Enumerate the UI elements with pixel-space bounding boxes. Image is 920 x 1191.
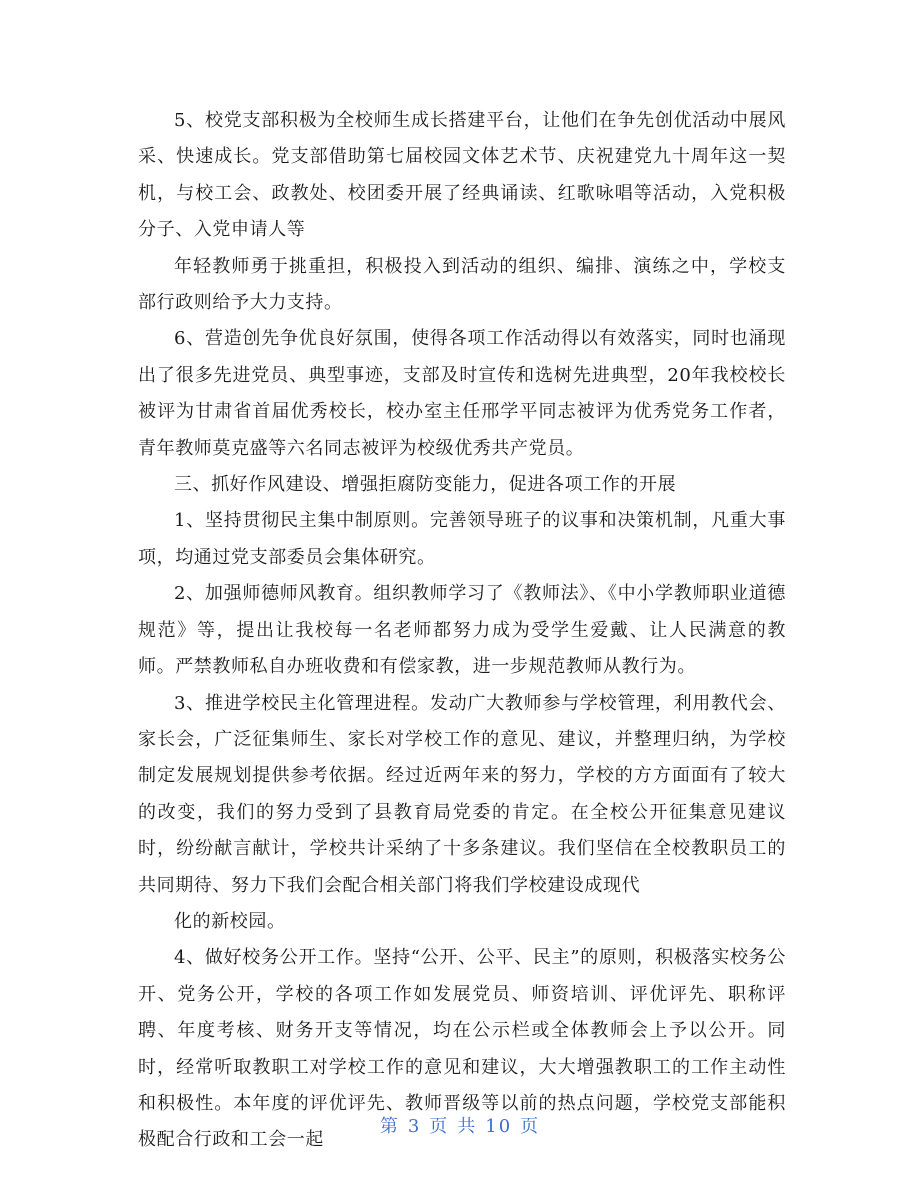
footer-total-pages: 10 [485,1116,513,1137]
paragraph-7: 化的新校园。 [174,910,286,932]
document-body [138,103,786,1159]
paragraph-8: 4、做好校务公开工作。坚持“公开、公平、民主”的原则，积极落实校务公开、党务公开，学校的各项工作如发展党员、师资培训、评优评先、职称评聘、年度考核、财务开支等情况，均在公示栏或全体教师会上予以公开。同时，经常听取教职工对学校工作的意见和建议，大大增强教职工的工作主动性和积极性。本年度的评优评先、教师晋级等以前的热点问题，学校党支部能积极配合行政和工会一起 [138,947,786,1151]
paragraph-5: 2、加强师德师风教育。组织教师学习了《教师法》、《中小学教师职业道德规范》等，提出让我校每一名老师都努力成为受学生爱戴、让人民满意的教师。严禁教师私自办班收费和有偿家教，进一步规范教师从教行为。 [138,583,786,678]
paragraph-4: 1、坚持贯彻民主集中制原则。完善领导班子的议事和决策机制，凡重大事项，均通过党支部委员会集体研究。 [138,510,786,568]
section-heading: 三、抓好作风建设、增强拒腐防变能力，促进各项工作的开展 [174,474,677,496]
footer-total-word: 共 [457,1116,478,1137]
paragraph-2: 年轻教师勇于挑重担，积极投入到活动的组织、编排、演练之中，学校支部行政则给予大力支持。 [138,255,786,314]
footer-prefix: 第 [379,1116,400,1137]
footer-suffix: 页 [520,1116,541,1137]
paragraph-1: 5、校党支部积极为全校师生成长搭建平台，让他们在争先创优活动中展风采、快速成长。党支部借助第七届校园文体艺术节、庆祝建党九十周年这一契机，与校工会、政教处、校团委开展了经典诵读、红歌咏唱等活动，入党积极分子、入党申请人等 [138,110,786,241]
footer-current-page: 3 [407,1116,422,1137]
paragraph-3: 6、营造创先争优良好氛围，使得各项工作活动得以有效落实，同时也涌现出了很多先进党员、典型事迹，支部及时宣传和选树先进典型，20年我校校长被评为甘肃省首届优秀校长，校办室主任邢学平同志被评为优秀党务工作者，青年教师莫克盛等六名同志被评为校级优秀共产党员。 [138,328,786,459]
footer-page-word: 页 [429,1116,450,1137]
paragraph-6: 3、推进学校民主化管理进程。发动广大教师参与学校管理，利用教代会、家长会，广泛征集师生、家长对学校工作的意见、建议，并整理归纳，为学校制定发展规划提供参考依据。经过近两年来的努力，学校的方方面面有了较大的改变，我们的努力受到了县教育局党委的肯定。在全校公开征集意见建议时，纷纷献言献计，学校共计采纳了十多条建议。我们坚信在全校教职员工的共同期待、努力下我们会配合相关部门将我们学校建设成现代 [138,692,786,896]
page-footer [0,1112,920,1138]
